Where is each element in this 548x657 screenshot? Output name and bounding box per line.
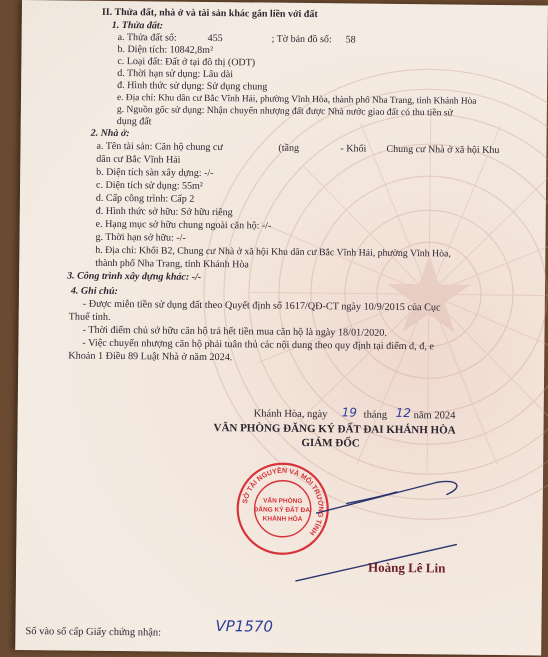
asset-floor: (tầng — [278, 142, 300, 154]
signer-name: Hoàng Lê Lin — [368, 559, 446, 576]
house-heading: 2. Nhà ở: — [90, 127, 130, 140]
asset-name: a. Tên tài sản: Căn hộ chung cư — [96, 140, 223, 154]
date-month: 12 — [395, 405, 412, 421]
house-address-line2: thành phố Nha Trang, tỉnh Khánh Hòa — [95, 257, 249, 271]
note-3-line2: Khoản 1 Điều 89 Luật Nhà ở năm 2024. — [68, 350, 233, 364]
construction-grade: d. Cấp công trình: Cấp 2 — [95, 192, 195, 205]
ownership-form: đ. Hình thức sở hữu: Sở hữu riêng — [95, 205, 233, 219]
land-area: b. Diện tích: 10842,8m² — [117, 44, 214, 57]
issuing-office: VĂN PHÒNG ĐĂNG KÝ ĐẤT ĐAI KHÁNH HÒA — [213, 422, 456, 437]
asset-name-line2: dân cư Bắc Vĩnh Hải — [96, 153, 181, 166]
seal-center-line3: KHÁNH HÒA — [262, 515, 303, 523]
certificate-page — [15, 0, 548, 655]
date-year: năm 2024 — [413, 410, 456, 422]
date-day: 19 — [341, 405, 358, 420]
map-sheet-value: 58 — [345, 34, 356, 46]
land-origin-line1: g. Nguồn gốc sử dụng: Nhận chuyển nhượng đất được Nhà nước giao đất có thu tiền sử — [116, 103, 453, 119]
registry-number: VP1570 — [215, 617, 274, 636]
seal-ring-text: SỞ TÀI NGUYÊN VÀ MÔI TRƯỜNG TỈNH — [242, 467, 324, 537]
other-works: 3. Công trình xây dựng khác: -/- — [67, 270, 202, 283]
seal-center-line2: ĐĂNG KÝ ĐẤT ĐAI — [253, 506, 312, 515]
date-month-label: tháng — [363, 409, 388, 421]
date-prefix: Khánh Hòa, ngày — [253, 408, 328, 421]
common-ownership: e. Hạng mục sở hữu chung ngoài căn hộ: -/- — [95, 218, 272, 232]
land-type: c. Loại đất: Đất ở tại đô thị (ODT) — [117, 56, 256, 69]
land-origin-line2: dụng đất — [116, 115, 152, 128]
ownership-term: g. Thời hạn sở hữu: -/- — [95, 231, 186, 244]
note-2: - Thời điểm chủ sở hữu căn hộ trả hết tiền mua căn hộ là ngày 18/01/2020. — [82, 324, 387, 339]
seal-center-line1: VĂN PHÒNG — [263, 497, 303, 505]
note-3-line1: - Việc chuyển nhượng căn hộ phải tuân thủ các nội dung theo quy định tại điểm d, đ, e — [82, 337, 435, 353]
note-1-line2: Thuế tỉnh. — [68, 311, 111, 323]
parcel-number-label: a. Thửa đất số: — [117, 32, 177, 44]
land-heading: 1. Thửa đất: — [111, 19, 164, 32]
land-use-form: đ. Hình thức sử dụng: Sử dụng chung — [117, 80, 268, 93]
usable-area: c. Diện tích sử dụng: 55m² — [96, 179, 203, 192]
land-address: e. Địa chỉ: Khu dân cư Bắc Vĩnh Hải, phường Vĩnh Hòa, thành phố Nha Trang, tỉnh Khánh Hòa — [116, 93, 477, 107]
note-1-line1: - Được miễn tiền sử dụng đất theo Quyết định số 1617/QĐ-CT ngày 10/9/2015 của Cục — [82, 298, 441, 314]
floor-area: b. Diện tích sàn xây dựng: -/- — [96, 166, 214, 180]
map-sheet-label: ; Tờ bản đồ số: — [271, 33, 332, 46]
asset-building: Chung cư Nhà ở xã hội Khu — [386, 143, 500, 157]
house-address-line1: h. Địa chỉ: Khối B2, Chung cư Nhà ở xã hội Khu dân cư Bắc Vĩnh Hải, phường Vĩnh Hòa, — [95, 244, 451, 260]
asset-block: - Khối — [340, 143, 367, 155]
notes-heading: 4. Ghi chú: — [70, 285, 118, 298]
registry-label: Số vào sổ cấp Giấy chứng nhận: — [25, 626, 162, 639]
section-heading: II. Thửa đất, nhà ở và tài sản khác gắn liền với đất — [101, 6, 318, 21]
parcel-number-value: 455 — [207, 32, 223, 45]
signer-title: GIÁM ĐỐC — [301, 436, 360, 450]
land-term: d. Thời hạn sử dụng: Lâu dài — [117, 68, 234, 81]
